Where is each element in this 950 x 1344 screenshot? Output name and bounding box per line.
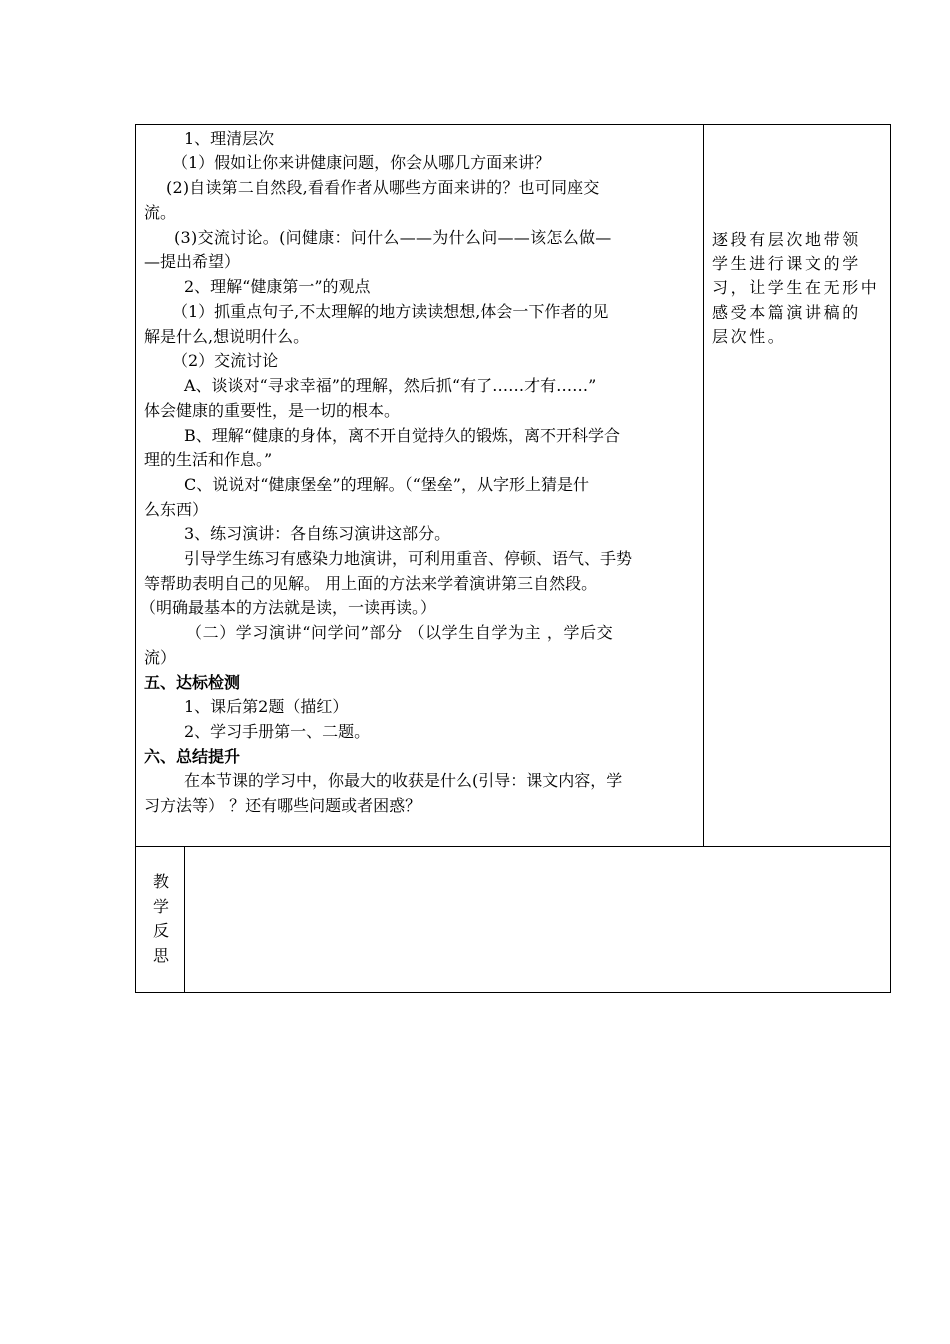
reflection-content-cell	[185, 847, 890, 992]
content-line: (3)交流讨论。(问健康：问什么——为什么问——该怎么做—	[174, 228, 612, 247]
content-line: 习方法等） ？还有哪些问题或者困惑？	[144, 796, 422, 815]
design-note-line: 层次性。	[712, 327, 787, 346]
content-line: 1、理清层次	[184, 129, 275, 148]
content-line: 理的生活和作息。”	[144, 450, 273, 469]
reflection-label	[150, 870, 172, 968]
content-line: 引导学生练习有感染力地演讲，可利用重音、停顿、语气、手势	[184, 549, 633, 568]
content-line: （二）学习演讲“问学问”部分 （以学生自学为主 ，学后交	[186, 623, 614, 642]
reflection-label-cell	[136, 847, 185, 992]
teaching-reflection-row	[136, 847, 890, 992]
section-heading: 五、达标检测	[144, 673, 241, 692]
content-line: 体会健康的重要性，是一切的根本。	[144, 401, 401, 420]
content-line: A、谈谈对“寻求幸福”的理解，然后抓“有了……才有……”	[184, 376, 597, 395]
content-line: （明确最基本的方法就是读，一读再读。）	[140, 598, 437, 617]
content-line: （2）交流讨论	[172, 351, 279, 370]
content-line: 流）	[144, 648, 177, 667]
design-note-line: 学生进行课文的学	[712, 254, 861, 273]
teaching-content-cell	[136, 125, 704, 846]
reflection-label-char: 思	[152, 945, 169, 965]
content-line: 2、理解“健康第一”的观点	[184, 277, 371, 296]
content-line: 1、课后第2题（描红）	[184, 697, 349, 716]
content-line: 么东西）	[144, 500, 209, 519]
design-note-line: 习，让学生在无形中	[712, 278, 880, 297]
content-line: （1）假如让你来讲健康问题，你会从哪几方面来讲？	[172, 153, 551, 172]
content-line: （1）抓重点句子,不太理解的地方读读想想,体会一下作者的见	[172, 302, 609, 321]
reflection-label-char: 教	[152, 872, 169, 891]
lesson-plan-table	[135, 124, 891, 993]
section-heading: 六、总结提升	[144, 747, 241, 766]
reflection-label-char: 学	[152, 896, 169, 916]
teaching-process-row	[136, 125, 890, 847]
content-line: —提出希望）	[144, 252, 241, 271]
design-note-line: 感受本篇演讲稿的	[712, 303, 861, 322]
design-intent-cell	[704, 125, 890, 846]
content-line: C、说说对“健康堡垒”的理解。（“堡垒”，从字形上猜是什	[184, 475, 589, 494]
content-line: B、理解“健康的身体，离不开自觉持久的锻炼，离不开科学合	[184, 426, 620, 445]
content-line: 2、学习手册第一、二题。	[184, 722, 371, 741]
design-note-line: 逐段有层次地带领	[712, 230, 861, 249]
content-line: 在本节课的学习中，你最大的收获是什么(引导：课文内容，学	[184, 771, 623, 790]
content-line: 流。	[144, 203, 177, 222]
reflection-label-char: 反	[152, 921, 169, 940]
content-line: 3、练习演讲：各自练习演讲这部分。	[184, 524, 451, 543]
content-line: (2)自读第二自然段,看看作者从哪些方面来讲的？也可同座交	[166, 178, 600, 197]
content-line: 等帮助表明自己的见解。 用上面的方法来学着演讲第三自然段。	[144, 574, 598, 593]
content-line: 解是什么,想说明什么。	[144, 327, 310, 346]
